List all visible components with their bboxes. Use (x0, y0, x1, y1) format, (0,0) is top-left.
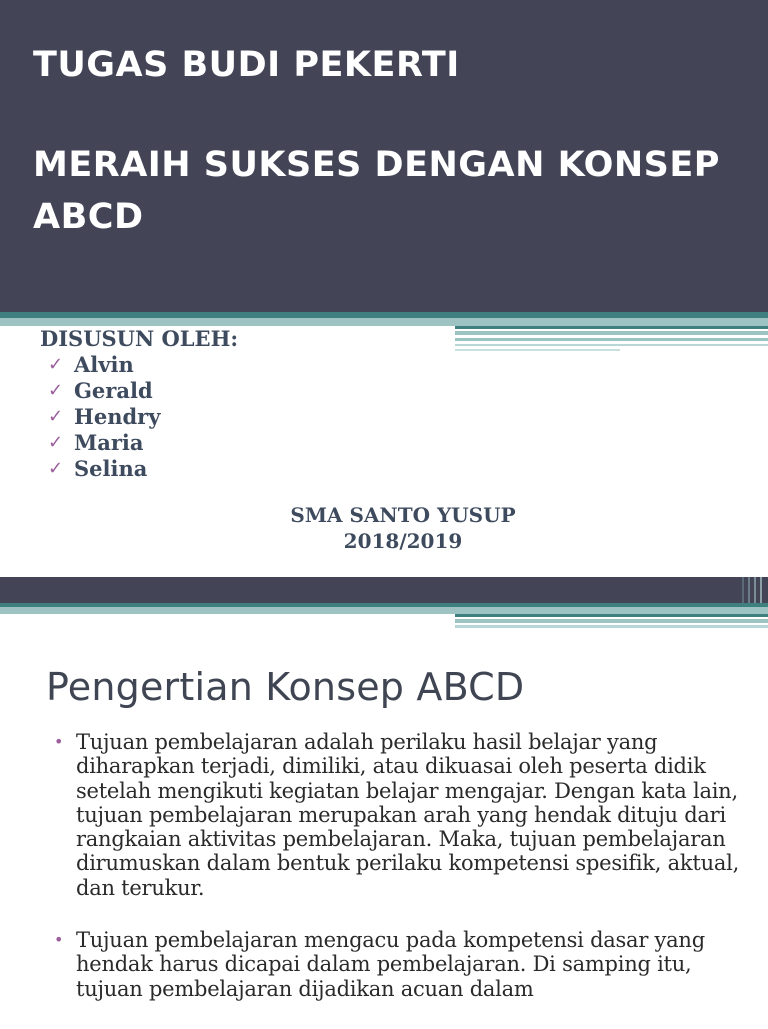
list-item (54, 730, 744, 900)
school-name: SMA SANTO YUSUP (290, 503, 516, 527)
authors-heading: DISUSUN OLEH: (40, 326, 239, 351)
list-item (48, 352, 440, 378)
bullet-list (54, 730, 744, 1029)
bullet-text: Tujuan pembelajaran mengacu pada kompetensi dasar yang hendak harus dicapai dalam pembelajaran. Di samping itu, tujuan pembelajaran dijadikan acuan dalam (76, 928, 705, 1001)
slide2-header-band (0, 577, 768, 603)
authors-section (40, 326, 440, 482)
slide-title: Pengertian Konsep ABCD (46, 665, 525, 709)
checkmark-icon: ✓ (48, 354, 64, 375)
list-item (48, 378, 440, 404)
slide-subtitle: MERAIH SUKSES DENGAN KONSEP ABCD (33, 145, 720, 237)
bullet-icon: • (54, 732, 64, 751)
list-item (48, 456, 440, 482)
author-name: Gerald (74, 378, 153, 403)
author-name: Hendry (74, 404, 161, 429)
checkmark-icon: ✓ (48, 432, 64, 453)
title-slide-header (0, 0, 768, 312)
checkmark-icon: ✓ (48, 406, 64, 427)
bullet-text: Tujuan pembelajaran adalah perilaku hasil belajar yang diharapkan terjadi, dimiliki, atau dikuasai oleh peserta didik setelah mengikuti kegiatan belajar mengajar. Dengan kata lain, tujuan pembelajaran merupakan arah yang hendak dituju dari rangkaian aktivitas pembelajaran. Maka, tujuan pembelajaran dirumuskan dalam bentuk perilaku kompetensi spesifik, aktual, dan terukur. (76, 730, 740, 900)
slide2-decorative-stripes (0, 603, 768, 631)
school-year: 2018/2019 (343, 529, 463, 553)
school-info (0, 502, 768, 554)
checkmark-icon: ✓ (48, 458, 64, 479)
authors-list (40, 352, 440, 482)
list-item (48, 404, 440, 430)
bullet-icon: • (54, 930, 64, 950)
checkmark-icon: ✓ (48, 380, 64, 401)
author-name: Selina (74, 456, 148, 481)
list-item (54, 928, 744, 1001)
list-item (48, 430, 440, 456)
slide-title: TUGAS BUDI PEKERTI (33, 45, 460, 85)
author-name: Maria (74, 430, 144, 455)
slide2-corner-texture (740, 577, 768, 603)
author-name: Alvin (74, 352, 134, 377)
